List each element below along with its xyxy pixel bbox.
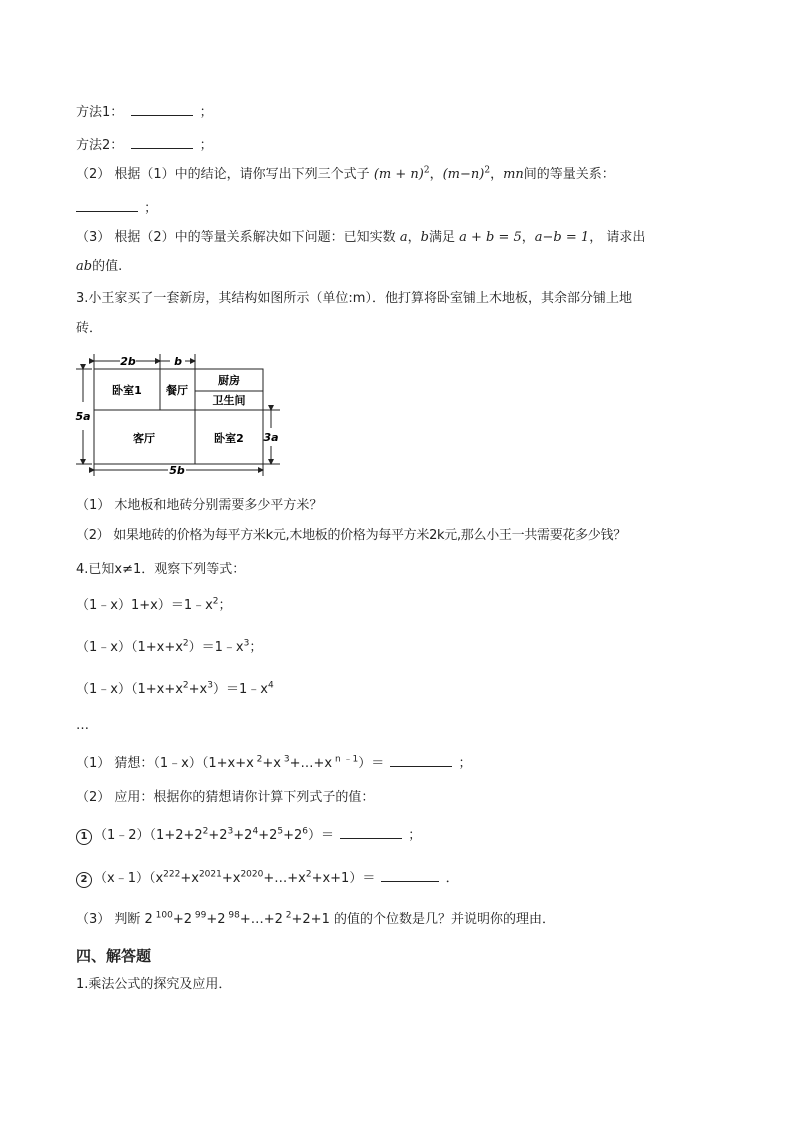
floor-plan-diagram — [70, 352, 290, 482]
term: +2 — [206, 912, 226, 927]
q4-app2-line — [76, 867, 459, 889]
sep: ， — [429, 167, 443, 182]
q2-sub2-text-end: 间的等量关系： — [523, 167, 615, 182]
sep: ， — [490, 167, 504, 182]
bedroom1-label: 卧室1 — [112, 384, 142, 397]
dim-5a-label: 5a — [75, 410, 91, 423]
q2-sub3-text-b: 满足 — [428, 230, 455, 245]
semicolon: ； — [144, 201, 158, 216]
q4-app1-text: （1﹣2）（1+2+2 — [94, 828, 203, 843]
exponent: 2 — [282, 910, 292, 921]
q2-sub3-text-c: ， 请求出 — [589, 230, 646, 245]
term: ）＝ — [308, 828, 335, 843]
q2-sub2-blank[interactable] — [76, 197, 138, 212]
exponent: 2 — [253, 754, 263, 765]
term: +2 — [233, 828, 253, 843]
exponent: 2 — [305, 869, 312, 880]
q4-eq1-line — [76, 596, 232, 616]
exponent: 2 — [212, 596, 219, 607]
period: ． — [445, 871, 459, 886]
q3-intro-line2 — [76, 319, 102, 339]
q2-sub2-answer-line — [76, 197, 157, 219]
q4-sub1-blank[interactable] — [390, 752, 452, 767]
dim-b-label: b — [174, 355, 182, 368]
q4-ellipsis-line — [76, 716, 89, 736]
q3-sub1-line — [76, 496, 322, 516]
dim-5b-label: 5b — [169, 464, 185, 477]
section4-q1-line — [76, 975, 231, 995]
exponent: 3 — [243, 638, 250, 649]
exponent: 3 — [281, 754, 290, 765]
q2-sub3-text-d: 的值. — [92, 259, 123, 274]
term: +x+1）＝ — [311, 871, 376, 886]
eq-a-plus-b: a + b = 5 — [459, 230, 522, 245]
sep: ， — [407, 230, 421, 245]
q4-eq3-line — [76, 680, 274, 700]
bathroom-label: 卫生间 — [212, 394, 246, 407]
q2-sub3-line2 — [76, 257, 122, 277]
dining-label: 餐厅 — [166, 384, 188, 397]
expr-m-plus-n: (m + n) — [373, 167, 424, 182]
sep: ， — [521, 230, 535, 245]
exponent: 100 — [152, 910, 173, 921]
q4-intro: 4.已知x≠1．观察下列等式： — [76, 562, 246, 577]
term: +2 — [258, 828, 278, 843]
section4-q1-text: 1.乘法公式的探究及应用． — [76, 977, 232, 992]
q4-eq1: （1﹣x）1+x）＝1﹣x — [76, 598, 213, 613]
ellipsis: … — [76, 718, 89, 733]
term: +2 — [172, 912, 193, 927]
q4-eq3-b: +x — [188, 682, 208, 697]
section-title: 四、解答题 — [76, 947, 152, 965]
method1-line — [76, 101, 213, 123]
exponent: n ﹣1 — [332, 754, 359, 765]
exponent: 2 — [202, 826, 209, 837]
circled-one-icon: 1 — [76, 829, 92, 845]
method2-line — [76, 134, 213, 156]
q4-eq3-c: ）＝1﹣x — [212, 682, 268, 697]
term: +x — [180, 871, 199, 886]
exponent: 99 — [192, 910, 207, 921]
q4-app2-text: （x﹣1）（x — [94, 871, 164, 886]
eq-a-minus-b: a−b = 1 — [534, 230, 590, 245]
term: +x — [221, 871, 241, 886]
q3-intro-line1 — [76, 289, 632, 309]
q4-sub1-d: ）＝ — [358, 756, 385, 771]
exponent: 3 — [207, 680, 213, 691]
q4-sub3-text-end: +2+1 的值的个位数是几？并说明你的理由． — [291, 912, 555, 927]
living-label: 客厅 — [133, 432, 155, 445]
exponent: 2 — [182, 680, 189, 691]
q4-eq3: （1﹣x）（1+x+x — [76, 682, 183, 697]
dim-2b-label: 2b — [120, 355, 136, 368]
q4-sub1-line — [76, 752, 472, 774]
term: +2 — [283, 828, 303, 843]
exponent: 6 — [302, 826, 308, 837]
q4-sub1-c: +…+x — [289, 756, 333, 771]
q3-intro: 3.小王家买了一套新房，其结构如图所示（单位:m）．他打算将卧室铺上木地板，其余部分铺上地 — [76, 291, 632, 306]
q4-sub3-line — [76, 910, 555, 930]
dim-3a-label: 3a — [263, 431, 279, 444]
q4-sub2-line — [76, 788, 374, 808]
q4-app1-line — [76, 824, 421, 846]
semicolon: ； — [199, 105, 213, 120]
exponent: 2 — [182, 638, 189, 649]
bedroom2-label: 卧室2 — [214, 432, 244, 445]
var-a: a — [399, 230, 408, 245]
exponent: 4 — [252, 826, 259, 837]
q3-sub1-text: （1） 木地板和地砖分别需要多少平方米？ — [76, 498, 323, 513]
q4-eq2-line — [76, 638, 262, 658]
q3-intro-end: 砖． — [76, 321, 103, 336]
q3-sub2-text: （2） 如果地砖的价格为每平方米k元,木地板的价格为每平方米2k元,那么小王一共需要花多少钱？ — [76, 528, 626, 543]
kitchen-label: 厨房 — [218, 374, 240, 387]
q2-sub2-text: （2） 根据（1）中的结论，请你写出下列三个式子 — [76, 167, 370, 182]
q4-app1-blank[interactable] — [340, 824, 402, 839]
exponent: 4 — [267, 680, 274, 691]
exponent: 222 — [163, 869, 181, 880]
q3-sub2-line — [76, 526, 626, 546]
exponent: 5 — [277, 826, 284, 837]
semicolon: ； — [199, 138, 213, 153]
var-b: b — [420, 230, 429, 245]
expr-ab: ab — [76, 259, 93, 274]
semicolon: ； — [408, 828, 422, 843]
circled-two-icon: 2 — [76, 872, 92, 888]
term: +…+x — [263, 871, 306, 886]
method2-blank[interactable] — [131, 134, 193, 149]
q2-sub2-line: （2） 根据（1）中的结论，请你写出下列三个式子 $(m + n)^2$，$(m-n)^2$，mn间的等量关系： — [76, 165, 615, 182]
expr-m-minus-n: (m−n) — [442, 167, 485, 182]
q4-sub1-text: （1） 猜想：（1﹣x）（1+x+x — [76, 756, 254, 771]
expr-mn: mn — [503, 167, 524, 182]
semicolon: ； — [458, 756, 472, 771]
method2-label: 方法2： — [76, 138, 124, 153]
exponent: 2020 — [240, 869, 264, 880]
semicolon: ； — [249, 640, 263, 655]
q4-eq2-b: ）＝1﹣x — [188, 640, 244, 655]
semicolon: ； — [218, 598, 232, 613]
q2-sub3-line — [76, 228, 645, 248]
exponent: 98 — [225, 910, 240, 921]
term: +2 — [208, 828, 228, 843]
term: +…+2 — [239, 912, 283, 927]
q4-sub3-text: （3） 判断 2 — [76, 912, 153, 927]
q4-intro-line — [76, 560, 245, 580]
exponent: 3 — [227, 826, 234, 837]
q4-sub1-b: +x — [262, 756, 281, 771]
q4-eq2: （1﹣x）（1+x+x — [76, 640, 183, 655]
exponent: 2021 — [198, 869, 222, 880]
method1-label: 方法1： — [76, 105, 124, 120]
q4-app2-blank[interactable] — [381, 867, 439, 882]
q2-sub3-text: （3） 根据（2）中的等量关系解决如下问题：已知实数 — [76, 230, 396, 245]
q4-sub2-text: （2） 应用：根据你的猜想请你计算下列式子的值： — [76, 790, 375, 805]
method1-blank[interactable] — [131, 101, 193, 116]
